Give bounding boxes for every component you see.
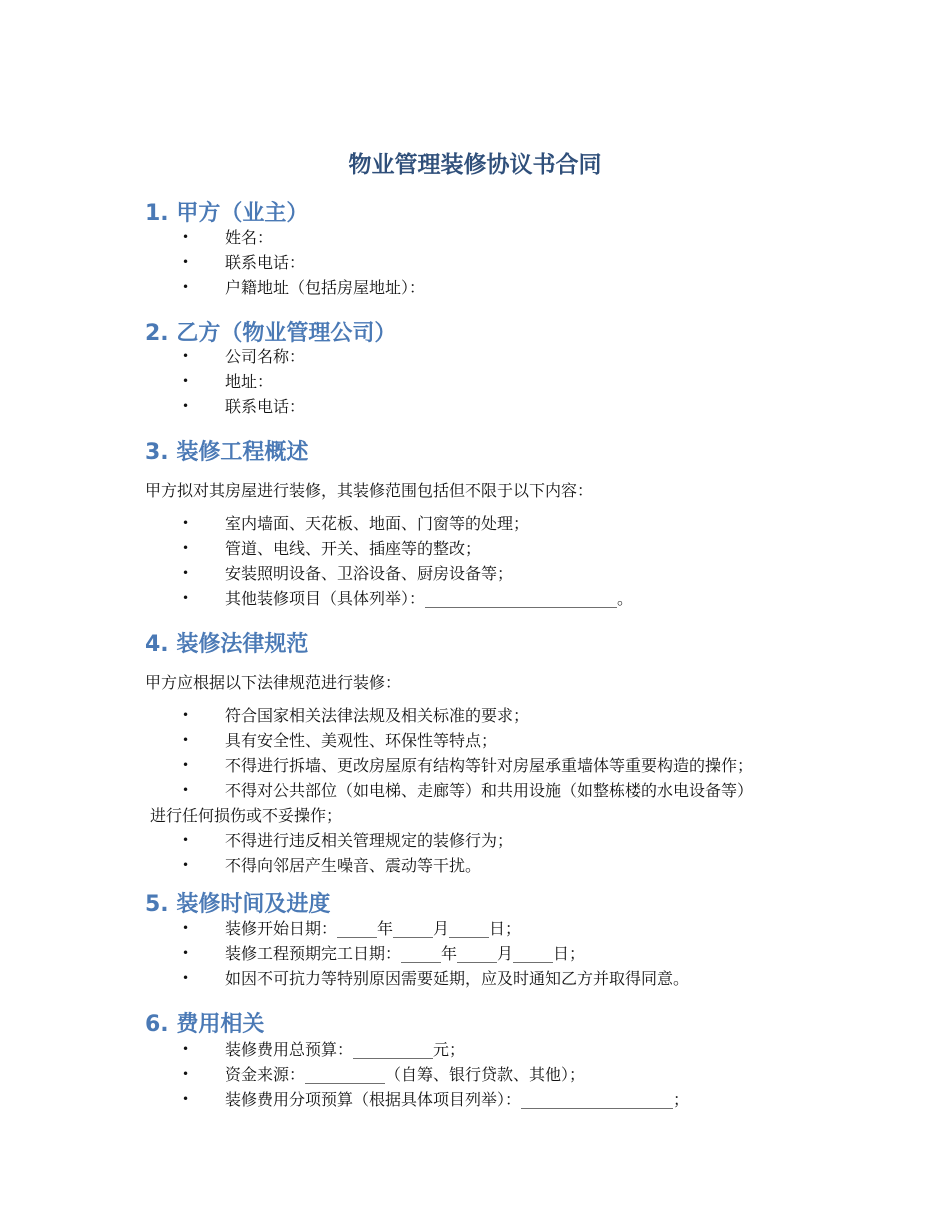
list-item: • 地址： — [0, 369, 950, 394]
bullet-icon: • — [182, 758, 190, 772]
bullet-icon: • — [182, 516, 190, 530]
project-overview-list — [0, 511, 950, 611]
section-heading-schedule: 5. 装修时间及进度 — [145, 892, 331, 917]
bullet-icon: • — [182, 374, 190, 388]
section-heading-project-overview: 3. 装修工程概述 — [145, 440, 309, 465]
list-item: • 具有安全性、美观性、环保性等特点； — [0, 728, 950, 753]
legal-norms-intro: 甲方应根据以下法律规范进行装修： — [145, 673, 402, 692]
list-item: • 如因不可抗力等特别原因需要延期，应及时通知乙方并取得同意。 — [0, 966, 950, 991]
bullet-icon: • — [182, 541, 190, 555]
bullet-icon: • — [182, 399, 190, 413]
bullet-icon: • — [182, 708, 190, 722]
bullet-icon: • — [182, 280, 190, 294]
list-item: • 姓名： — [0, 225, 950, 250]
list-item: • 装修开始日期：_____年_____月_____日； — [0, 916, 950, 941]
bullet-icon: • — [182, 946, 190, 960]
bullet-icon: • — [182, 591, 190, 605]
bullet-icon: • — [182, 566, 190, 580]
bullet-icon: • — [182, 833, 190, 847]
schedule-list — [0, 916, 950, 991]
bullet-icon: • — [182, 783, 190, 797]
party-a-list — [0, 225, 950, 300]
party-b-list — [0, 344, 950, 419]
list-item: • 其他装修项目（具体列举）：________________________。 — [0, 586, 950, 611]
section-heading-legal-norms: 4. 装修法律规范 — [145, 632, 309, 657]
list-item: • 公司名称： — [0, 344, 950, 369]
document-title: 物业管理装修协议书合同 — [348, 152, 602, 178]
bullet-icon: • — [182, 1067, 190, 1081]
bullet-icon: • — [182, 858, 190, 872]
bullet-icon: • — [182, 971, 190, 985]
list-item: • 不得进行违反相关管理规定的装修行为； — [0, 828, 950, 853]
legal-norms-list — [0, 703, 950, 878]
list-item: • 装修费用分项预算（根据具体项目列举）：___________________； — [0, 1087, 950, 1112]
list-item: • 装修费用总预算：__________元； — [0, 1037, 950, 1062]
list-item: • 不得进行拆墙、更改房屋原有结构等针对房屋承重墙体等重要构造的操作； — [0, 753, 950, 778]
bullet-icon: • — [182, 1042, 190, 1056]
list-item: • 室内墙面、天花板、地面、门窗等的处理； — [0, 511, 950, 536]
bullet-icon: • — [182, 349, 190, 363]
section-heading-party-b: 2. 乙方（物业管理公司） — [145, 321, 397, 346]
list-item: • 联系电话： — [0, 250, 950, 275]
list-item: • 资金来源：__________（自筹、银行贷款、其他）； — [0, 1062, 950, 1087]
section-heading-costs: 6. 费用相关 — [145, 1012, 265, 1037]
list-item: • 管道、电线、开关、插座等的整改； — [0, 536, 950, 561]
list-item: • 户籍地址（包括房屋地址）： — [0, 275, 950, 300]
section-heading-party-a: 1. 甲方（业主） — [145, 201, 309, 226]
costs-list — [0, 1037, 950, 1112]
list-item: • 联系电话： — [0, 394, 950, 419]
bullet-icon: • — [182, 1092, 190, 1106]
list-item: • 安装照明设备、卫浴设备、厨房设备等； — [0, 561, 950, 586]
bullet-icon: • — [182, 230, 190, 244]
list-item: • 装修工程预期完工日期：_____年_____月_____日； — [0, 941, 950, 966]
bullet-icon: • — [182, 733, 190, 747]
list-item: • 符合国家相关法律法规及相关标准的要求； — [0, 703, 950, 728]
bullet-icon: • — [182, 921, 190, 935]
list-item: • 不得对公共部位（如电梯、走廊等）和共用设施（如整栋楼的水电设备等） 进行任何损伤或不妥操作； — [0, 778, 950, 828]
project-overview-intro: 甲方拟对其房屋进行装修，其装修范围包括但不限于以下内容： — [145, 481, 594, 500]
bullet-icon: • — [182, 255, 190, 269]
list-item: • 不得向邻居产生噪音、震动等干扰。 — [0, 853, 950, 878]
